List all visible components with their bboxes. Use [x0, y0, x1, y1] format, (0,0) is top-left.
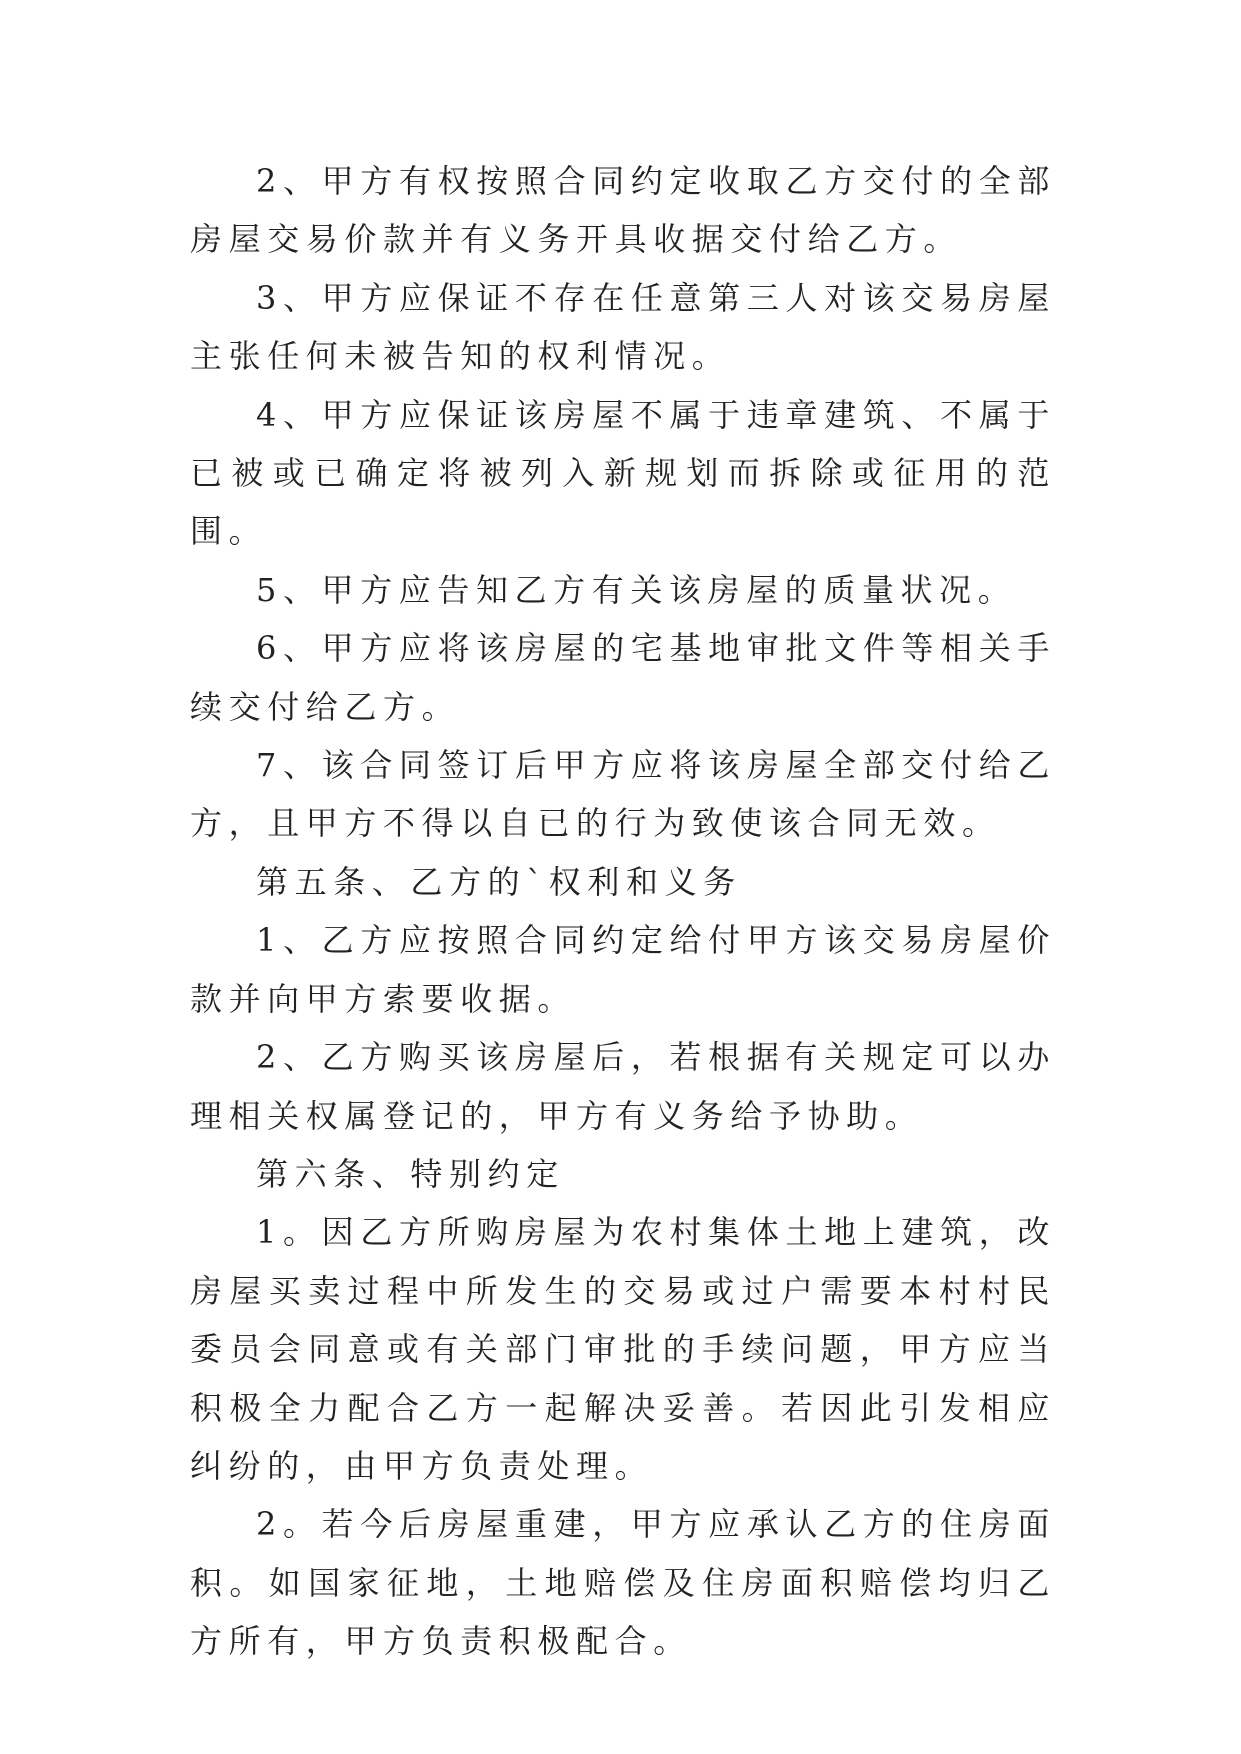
clause-5-heading: 第五条、乙方的`权利和义务 — [256, 862, 742, 901]
clause-5-item-1: 1、乙方应按照合同约定给付甲方该交易房屋价款并向甲方索要收据。 — [190, 921, 1056, 1018]
clause-5-item-2: 2、乙方购买该房屋后，若根据有关规定可以办理相关权属登记的，甲方有义务给予协助。 — [190, 1038, 1056, 1135]
clause-4-item-7: 7、该合同签订后甲方应将该房屋全部交付给乙方，且甲方不得以自已的行为致使该合同无效。 — [190, 746, 1056, 843]
clause-4-item-5: 5、甲方应告知乙方有关该房屋的质量状况。 — [256, 570, 1017, 609]
clause-4-item-6: 6、甲方应将该房屋的宅基地审批文件等相关手续交付给乙方。 — [190, 629, 1056, 726]
document-body — [190, 152, 1056, 1671]
clause-4-item-3: 3、甲方应保证不存在任意第三人对该交易房屋主张任何未被告知的权利情况。 — [190, 278, 1056, 376]
clause-6-heading: 第六条、特别约定 — [256, 1154, 565, 1193]
clause-6-item-2: 2。若今后房屋重建，甲方应承认乙方的住房面积。如国家征地，土地赔偿及住房面积赔偿均归乙方所有，甲方负责积极配合。 — [190, 1505, 1056, 1661]
clause-4-item-4: 4、甲方应保证该房屋不属于违章建筑、不属于已被或已确定将被列入新规划而拆除或征用的范围。 — [190, 395, 1056, 551]
clause-4-item-2: 2、甲方有权按照合同约定收取乙方交付的全部房屋交易价款并有义务开具收据交付给乙方。 — [190, 162, 1056, 259]
clause-6-item-1: 1。因乙方所购房屋为农村集体土地上建筑，改房屋买卖过程中所发生的交易或过户需要本村村民委员会同意或有关部门审批的手续问题，甲方应当积极全力配合乙方一起解决妥善。若因此引发相应纠纷的，由甲方负责处理。 — [190, 1213, 1056, 1485]
